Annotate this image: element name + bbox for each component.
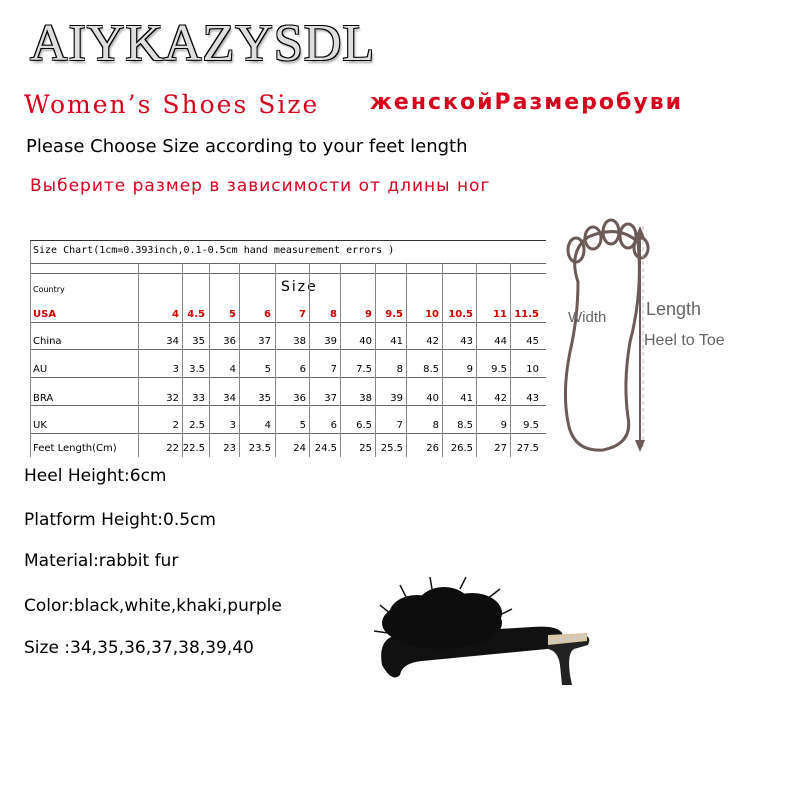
table-cell: 39 xyxy=(324,336,337,347)
table-cell: 5 xyxy=(229,309,236,320)
table-row xyxy=(31,438,546,462)
table-cell: 4 xyxy=(229,364,236,375)
table-cell: 39 xyxy=(390,393,403,404)
table-cell: 2 xyxy=(172,420,179,431)
table-cell: 45 xyxy=(526,336,539,347)
spec-heel-height: Heel Height:6cm xyxy=(24,466,167,486)
table-cell: 35 xyxy=(258,393,271,404)
title-english: Women’s Shoes Size xyxy=(24,90,320,119)
table-cell: 7 xyxy=(299,309,306,320)
row-label: China xyxy=(33,336,62,347)
table-cell: 8.5 xyxy=(423,364,439,375)
spec-size: Size :34,35,36,37,38,39,40 xyxy=(24,638,254,658)
table-cell: 34 xyxy=(166,336,179,347)
table-cell: 3 xyxy=(172,364,179,375)
table-cell: 32 xyxy=(166,393,179,404)
table-cell: 26 xyxy=(426,443,439,454)
spec-material: Material:rabbit fur xyxy=(24,551,179,571)
table-cell: 44 xyxy=(494,336,507,347)
table-cell: 5 xyxy=(264,364,271,375)
table-cell: 24 xyxy=(293,443,306,454)
size-header: Size xyxy=(281,279,318,295)
table-cell: 35 xyxy=(192,336,205,347)
table-row xyxy=(31,359,546,383)
instruction-russian: Выберите размер в зависимости от длины ног xyxy=(30,176,491,196)
row-label: USA xyxy=(33,309,57,320)
foot-width-label: Width xyxy=(568,309,607,326)
table-cell: 25.5 xyxy=(380,443,403,454)
table-cell: 9 xyxy=(365,309,372,320)
brand-logo: AIYKAZYSDL xyxy=(30,15,376,72)
table-cell: 40 xyxy=(359,336,372,347)
foot-diagram xyxy=(548,212,800,502)
table-cell: 7.5 xyxy=(356,364,372,375)
table-cell: 10.5 xyxy=(448,309,473,320)
table-cell: 10 xyxy=(425,309,439,320)
row-label: UK xyxy=(33,420,47,431)
spec-color: Color:black,white,khaki,purple xyxy=(24,596,282,616)
table-cell: 2.5 xyxy=(189,420,205,431)
table-cell: 9 xyxy=(500,420,507,431)
table-cell: 27 xyxy=(494,443,507,454)
table-divider xyxy=(31,263,546,264)
table-row xyxy=(31,304,546,328)
foot-length-label: Length xyxy=(646,299,702,319)
table-cell: 11 xyxy=(493,309,507,320)
table-cell: 7 xyxy=(396,420,403,431)
table-cell: 37 xyxy=(258,336,271,347)
table-cell: 40 xyxy=(426,393,439,404)
table-cell: 27.5 xyxy=(516,443,539,454)
row-label: Feet Length(Cm) xyxy=(33,443,117,454)
table-cell: 25 xyxy=(359,443,372,454)
table-cell: 4.5 xyxy=(187,309,205,320)
size-chart-table xyxy=(30,240,546,457)
table-cell: 8 xyxy=(396,364,403,375)
heel-to-toe-label: Heel to Toe xyxy=(644,332,725,349)
table-cell: 4 xyxy=(264,420,271,431)
table-cell: 41 xyxy=(390,336,403,347)
table-cell: 6 xyxy=(264,309,271,320)
table-cell: 22 xyxy=(166,443,179,454)
table-cell: 9.5 xyxy=(491,364,507,375)
table-cell: 6.5 xyxy=(356,420,372,431)
fur-slide-sandal-image xyxy=(362,575,602,695)
table-cell: 11.5 xyxy=(514,309,539,320)
table-cell: 42 xyxy=(494,393,507,404)
table-cell: 43 xyxy=(526,393,539,404)
table-cell: 33 xyxy=(192,393,205,404)
table-cell: 38 xyxy=(293,336,306,347)
table-row xyxy=(31,415,546,439)
table-cell: 24.5 xyxy=(314,443,337,454)
table-cell: 36 xyxy=(293,393,306,404)
table-cell: 26.5 xyxy=(450,443,473,454)
table-cell: 43 xyxy=(460,336,473,347)
table-cell: 6 xyxy=(299,364,306,375)
table-cell: 8 xyxy=(330,309,337,320)
instruction-english: Please Choose Size according to your feet length xyxy=(26,136,468,157)
table-cell: 23.5 xyxy=(248,443,271,454)
table-cell: 23 xyxy=(223,443,236,454)
table-cell: 36 xyxy=(223,336,236,347)
table-cell: 37 xyxy=(324,393,337,404)
table-cell: 9 xyxy=(466,364,473,375)
table-cell: 3.5 xyxy=(189,364,205,375)
table-cell: 6 xyxy=(330,420,337,431)
spec-platform-height: Platform Height:0.5cm xyxy=(24,510,216,530)
table-cell: 34 xyxy=(223,393,236,404)
size-chart-caption: Size Chart(1cm=0.393inch,0.1-0.5cm hand measurement errors ) xyxy=(33,245,395,256)
table-cell: 41 xyxy=(460,393,473,404)
table-cell: 8.5 xyxy=(457,420,473,431)
table-cell: 22.5 xyxy=(182,443,205,454)
title-russian: женскойРазмеробуви xyxy=(370,90,684,115)
table-cell: 4 xyxy=(172,309,179,320)
row-label: AU xyxy=(33,364,48,375)
table-cell: 9.5 xyxy=(385,309,403,320)
table-cell: 3 xyxy=(229,420,236,431)
table-divider xyxy=(31,273,546,274)
row-label: BRA xyxy=(33,393,54,404)
table-cell: 9.5 xyxy=(523,420,539,431)
table-cell: 5 xyxy=(299,420,306,431)
table-cell: 38 xyxy=(359,393,372,404)
table-cell: 10 xyxy=(526,364,539,375)
table-cell: 42 xyxy=(426,336,439,347)
table-row xyxy=(31,388,546,412)
table-cell: 7 xyxy=(330,364,337,375)
country-header: Country xyxy=(33,285,65,294)
foot-outline-icon xyxy=(565,220,648,450)
table-cell: 8 xyxy=(432,420,439,431)
table-row xyxy=(31,331,546,355)
